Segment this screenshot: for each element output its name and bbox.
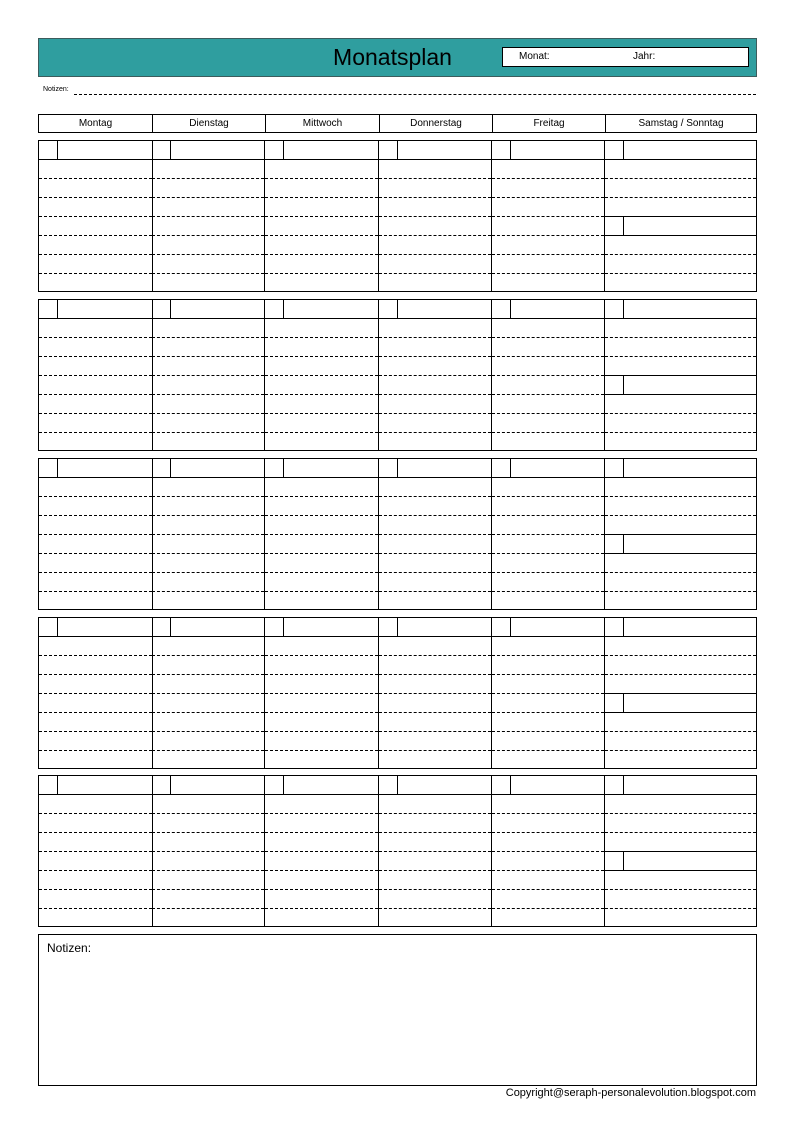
entry-line[interactable]: [605, 197, 756, 198]
entry-line[interactable]: [492, 851, 604, 852]
day-header-line: [39, 636, 152, 637]
day-cell-weekend[interactable]: [605, 141, 756, 291]
date-box[interactable]: [492, 618, 511, 637]
entry-line[interactable]: [152, 273, 264, 274]
entry-line[interactable]: [265, 693, 378, 694]
entry-line[interactable]: [605, 515, 756, 516]
weekday-header-row: [38, 114, 757, 133]
day-cell-monday[interactable]: [39, 141, 153, 291]
entry-line[interactable]: [492, 254, 604, 255]
day-cell-thursday[interactable]: [379, 776, 492, 926]
date-box[interactable]: [379, 618, 398, 637]
entry-line[interactable]: [152, 870, 264, 871]
entry-line[interactable]: [605, 375, 756, 376]
entry-line[interactable]: [152, 394, 264, 395]
entry-line[interactable]: [379, 851, 491, 852]
entry-line[interactable]: [379, 712, 491, 713]
date-box[interactable]: [379, 141, 398, 160]
entry-line[interactable]: [265, 254, 378, 255]
day-header-line: [39, 318, 152, 319]
entry-line[interactable]: [39, 693, 152, 694]
day-cell-tuesday[interactable]: [152, 618, 265, 768]
entry-line[interactable]: [152, 337, 264, 338]
entry-line[interactable]: [265, 731, 378, 732]
entry-line[interactable]: [492, 178, 604, 179]
entry-line[interactable]: [152, 655, 264, 656]
entry-line[interactable]: [492, 712, 604, 713]
sunday-date-box[interactable]: [605, 534, 624, 554]
entry-line[interactable]: [379, 254, 491, 255]
day-header-line: [379, 318, 491, 319]
entry-line[interactable]: [379, 889, 491, 890]
entry-line[interactable]: [265, 197, 378, 198]
date-box[interactable]: [379, 459, 398, 478]
entry-line[interactable]: [379, 356, 491, 357]
entry-line[interactable]: [492, 832, 604, 833]
entry-line[interactable]: [492, 693, 604, 694]
entry-line[interactable]: [39, 731, 152, 732]
entry-line[interactable]: [379, 908, 491, 909]
entry-line[interactable]: [605, 216, 756, 217]
entry-line[interactable]: [265, 750, 378, 751]
sunday-date-box[interactable]: [605, 216, 624, 236]
day-cell-monday[interactable]: [39, 776, 153, 926]
weekday-friday: Freitag: [493, 115, 606, 132]
day-header-line: [152, 794, 264, 795]
entry-line[interactable]: [605, 750, 756, 751]
entry-line[interactable]: [39, 813, 152, 814]
sunday-date-box[interactable]: [605, 693, 624, 713]
entry-line[interactable]: [605, 813, 756, 814]
entry-line[interactable]: [152, 413, 264, 414]
weekday-monday: Montag: [39, 115, 153, 132]
day-cell-tuesday[interactable]: [152, 776, 265, 926]
day-header-line: [492, 636, 604, 637]
copyright-text: Copyright@seraph-personalevolution.blogspot.com: [505, 1087, 756, 1099]
day-header-line: [152, 477, 264, 478]
entry-line[interactable]: [492, 553, 604, 554]
entry-line[interactable]: [39, 889, 152, 890]
entry-line[interactable]: [39, 394, 152, 395]
date-box[interactable]: [379, 776, 398, 795]
date-box[interactable]: [39, 459, 58, 478]
date-box[interactable]: [265, 618, 284, 637]
header-banner: [38, 38, 757, 77]
day-header-line: [492, 159, 604, 160]
entry-line[interactable]: [492, 655, 604, 656]
entry-line[interactable]: [152, 553, 264, 554]
entry-line[interactable]: [492, 356, 604, 357]
entry-line[interactable]: [265, 496, 378, 497]
date-box[interactable]: [39, 618, 58, 637]
day-cell-tuesday[interactable]: [152, 300, 265, 450]
entry-line[interactable]: [152, 356, 264, 357]
entry-line[interactable]: [39, 356, 152, 357]
day-header-line: [265, 159, 378, 160]
entry-line[interactable]: [152, 432, 264, 433]
day-cell-weekend[interactable]: [605, 776, 756, 926]
entry-line[interactable]: [39, 851, 152, 852]
date-box[interactable]: [152, 776, 171, 795]
entry-line[interactable]: [265, 851, 378, 852]
date-box[interactable]: [39, 300, 58, 319]
entry-line[interactable]: [492, 432, 604, 433]
entry-line[interactable]: [379, 750, 491, 751]
entry-line[interactable]: [379, 496, 491, 497]
day-cell-weekend[interactable]: [605, 618, 756, 768]
entry-line[interactable]: [152, 674, 264, 675]
entry-line[interactable]: [605, 254, 756, 255]
week-block: [38, 299, 757, 451]
date-box[interactable]: [152, 141, 171, 160]
day-header-line: [492, 794, 604, 795]
entry-line[interactable]: [39, 591, 152, 592]
day-header-line: [605, 318, 756, 319]
day-header-line: [379, 159, 491, 160]
day-header-line: [605, 477, 756, 478]
entry-line[interactable]: [152, 375, 264, 376]
day-cell-wednesday[interactable]: [265, 776, 379, 926]
entry-line[interactable]: [492, 413, 604, 414]
entry-line[interactable]: [605, 674, 756, 675]
entry-line[interactable]: [152, 197, 264, 198]
entry-line[interactable]: [492, 394, 604, 395]
entry-line[interactable]: [152, 693, 264, 694]
sunday-date-box[interactable]: [605, 375, 624, 395]
entry-line[interactable]: [265, 674, 378, 675]
entry-line[interactable]: [605, 712, 756, 713]
entry-line[interactable]: [152, 216, 264, 217]
day-header-line: [265, 794, 378, 795]
day-cell-monday[interactable]: [39, 618, 153, 768]
entry-line[interactable]: [605, 870, 756, 871]
entry-line[interactable]: [265, 337, 378, 338]
month-label: Monat:: [519, 51, 550, 62]
week-block: [38, 458, 757, 610]
day-cell-friday[interactable]: [492, 141, 605, 291]
date-box[interactable]: [605, 141, 624, 160]
entry-line[interactable]: [265, 572, 378, 573]
entry-line[interactable]: [492, 515, 604, 516]
entry-line[interactable]: [605, 235, 756, 236]
entry-line[interactable]: [379, 870, 491, 871]
day-header-line: [605, 159, 756, 160]
entry-line[interactable]: [152, 254, 264, 255]
entry-line[interactable]: [39, 273, 152, 274]
entry-line[interactable]: [39, 515, 152, 516]
entry-line[interactable]: [152, 813, 264, 814]
day-header-line: [379, 477, 491, 478]
weekday-thursday: Donnerstag: [380, 115, 493, 132]
day-header-line: [379, 636, 491, 637]
entry-line[interactable]: [265, 813, 378, 814]
entry-line[interactable]: [265, 216, 378, 217]
entry-line[interactable]: [605, 413, 756, 414]
entry-line[interactable]: [265, 235, 378, 236]
date-box[interactable]: [492, 300, 511, 319]
entry-line[interactable]: [492, 889, 604, 890]
day-cell-weekend[interactable]: [605, 300, 756, 450]
entry-line[interactable]: [605, 337, 756, 338]
date-box[interactable]: [265, 776, 284, 795]
entry-line[interactable]: [492, 750, 604, 751]
entry-line[interactable]: [265, 832, 378, 833]
entry-line[interactable]: [152, 712, 264, 713]
day-header-line: [605, 636, 756, 637]
entry-line[interactable]: [265, 908, 378, 909]
entry-line[interactable]: [39, 413, 152, 414]
entry-line[interactable]: [605, 432, 756, 433]
day-cell-thursday[interactable]: [379, 141, 492, 291]
day-cell-thursday[interactable]: [379, 300, 492, 450]
day-cell-friday[interactable]: [492, 300, 605, 450]
entry-line[interactable]: [379, 394, 491, 395]
entry-line[interactable]: [265, 394, 378, 395]
date-box[interactable]: [265, 141, 284, 160]
entry-line[interactable]: [605, 655, 756, 656]
entry-line[interactable]: [265, 889, 378, 890]
day-cell-tuesday[interactable]: [152, 459, 265, 609]
entry-line[interactable]: [379, 432, 491, 433]
entry-line[interactable]: [492, 870, 604, 871]
entry-line[interactable]: [605, 356, 756, 357]
entry-line[interactable]: [379, 515, 491, 516]
entry-line[interactable]: [379, 832, 491, 833]
date-box[interactable]: [605, 300, 624, 319]
entry-line[interactable]: [152, 178, 264, 179]
entry-line[interactable]: [39, 235, 152, 236]
entry-line[interactable]: [379, 178, 491, 179]
weekday-wednesday: Mittwoch: [266, 115, 380, 132]
entry-line[interactable]: [605, 496, 756, 497]
week-block: [38, 140, 757, 292]
entry-line[interactable]: [379, 693, 491, 694]
date-box[interactable]: [39, 776, 58, 795]
entry-line[interactable]: [39, 553, 152, 554]
entry-line[interactable]: [265, 553, 378, 554]
entry-line[interactable]: [605, 534, 756, 535]
entry-line[interactable]: [265, 655, 378, 656]
day-cell-thursday[interactable]: [379, 618, 492, 768]
entry-line[interactable]: [152, 832, 264, 833]
entry-line[interactable]: [265, 375, 378, 376]
page-title: Monatsplan: [333, 44, 452, 70]
entry-line[interactable]: [492, 216, 604, 217]
date-box[interactable]: [379, 300, 398, 319]
entry-line[interactable]: [39, 197, 152, 198]
entry-line[interactable]: [39, 572, 152, 573]
entry-line[interactable]: [39, 216, 152, 217]
entry-line[interactable]: [152, 750, 264, 751]
entry-line[interactable]: [605, 394, 756, 395]
day-header-line: [605, 794, 756, 795]
entry-line[interactable]: [39, 832, 152, 833]
entry-line[interactable]: [492, 496, 604, 497]
entry-line[interactable]: [39, 496, 152, 497]
entry-line[interactable]: [605, 693, 756, 694]
entry-line[interactable]: [492, 197, 604, 198]
entry-line[interactable]: [265, 178, 378, 179]
day-cell-monday[interactable]: [39, 300, 153, 450]
entry-line[interactable]: [265, 712, 378, 713]
day-cell-monday[interactable]: [39, 459, 153, 609]
entry-line[interactable]: [379, 375, 491, 376]
day-header-line: [492, 477, 604, 478]
entry-line[interactable]: [605, 553, 756, 554]
notes-line-label: Notizen:: [43, 86, 69, 93]
entry-line[interactable]: [39, 534, 152, 535]
entry-line[interactable]: [152, 496, 264, 497]
entry-line[interactable]: [265, 413, 378, 414]
entry-line[interactable]: [39, 908, 152, 909]
entry-line[interactable]: [265, 515, 378, 516]
notes-line[interactable]: [74, 94, 756, 95]
entry-line[interactable]: [379, 216, 491, 217]
day-cell-friday[interactable]: [492, 459, 605, 609]
entry-line[interactable]: [492, 813, 604, 814]
day-cell-wednesday[interactable]: [265, 618, 379, 768]
entry-line[interactable]: [152, 731, 264, 732]
day-header-line: [152, 636, 264, 637]
date-box[interactable]: [152, 300, 171, 319]
sunday-date-box[interactable]: [605, 851, 624, 871]
entry-line[interactable]: [379, 413, 491, 414]
entry-line[interactable]: [492, 375, 604, 376]
entry-line[interactable]: [605, 832, 756, 833]
day-cell-wednesday[interactable]: [265, 300, 379, 450]
date-box[interactable]: [492, 141, 511, 160]
day-cell-tuesday[interactable]: [152, 141, 265, 291]
entry-line[interactable]: [379, 197, 491, 198]
entry-line[interactable]: [492, 337, 604, 338]
month-year-box[interactable]: [502, 47, 749, 67]
day-cell-thursday[interactable]: [379, 459, 492, 609]
year-label: Jahr:: [633, 51, 656, 62]
entry-line[interactable]: [265, 273, 378, 274]
day-cell-wednesday[interactable]: [265, 141, 379, 291]
entry-line[interactable]: [265, 356, 378, 357]
entry-line[interactable]: [379, 235, 491, 236]
week-block: [38, 617, 757, 769]
weekday-tuesday: Dienstag: [153, 115, 266, 132]
day-header-line: [39, 794, 152, 795]
entry-line[interactable]: [492, 674, 604, 675]
entry-line[interactable]: [605, 889, 756, 890]
day-header-line: [265, 318, 378, 319]
date-box[interactable]: [265, 300, 284, 319]
day-cell-wednesday[interactable]: [265, 459, 379, 609]
date-box[interactable]: [605, 776, 624, 795]
entry-line[interactable]: [379, 273, 491, 274]
entry-line[interactable]: [152, 908, 264, 909]
entry-line[interactable]: [379, 572, 491, 573]
date-box[interactable]: [265, 459, 284, 478]
entry-line[interactable]: [492, 908, 604, 909]
entry-line[interactable]: [379, 534, 491, 535]
entry-line[interactable]: [492, 572, 604, 573]
entry-line[interactable]: [379, 674, 491, 675]
entry-line[interactable]: [605, 731, 756, 732]
entry-line[interactable]: [379, 813, 491, 814]
entry-line[interactable]: [492, 273, 604, 274]
entry-line[interactable]: [605, 178, 756, 179]
entry-line[interactable]: [492, 591, 604, 592]
entry-line[interactable]: [265, 591, 378, 592]
day-header-line: [379, 794, 491, 795]
entry-line[interactable]: [379, 337, 491, 338]
weekday-weekend: Samstag / Sonntag: [638, 118, 724, 129]
notes-box-label: Notizen:: [47, 941, 92, 955]
date-box[interactable]: [152, 459, 171, 478]
entry-line[interactable]: [152, 235, 264, 236]
date-box[interactable]: [152, 618, 171, 637]
entry-line[interactable]: [492, 235, 604, 236]
day-header-line: [152, 318, 264, 319]
entry-line[interactable]: [605, 572, 756, 573]
day-header-line: [39, 477, 152, 478]
entry-line[interactable]: [152, 515, 264, 516]
entry-line[interactable]: [39, 712, 152, 713]
date-box[interactable]: [605, 618, 624, 637]
date-box[interactable]: [492, 459, 511, 478]
day-header-line: [265, 477, 378, 478]
entry-line[interactable]: [39, 870, 152, 871]
entry-line[interactable]: [605, 908, 756, 909]
day-header-line: [492, 318, 604, 319]
entry-line[interactable]: [152, 534, 264, 535]
entry-line[interactable]: [39, 178, 152, 179]
week-block: [38, 775, 757, 927]
entry-line[interactable]: [152, 851, 264, 852]
entry-line[interactable]: [265, 870, 378, 871]
date-box[interactable]: [492, 776, 511, 795]
entry-line[interactable]: [379, 731, 491, 732]
entry-line[interactable]: [39, 337, 152, 338]
day-cell-friday[interactable]: [492, 618, 605, 768]
entry-line[interactable]: [39, 750, 152, 751]
entry-line[interactable]: [39, 432, 152, 433]
day-header-line: [152, 159, 264, 160]
day-header-line: [39, 159, 152, 160]
entry-line[interactable]: [152, 889, 264, 890]
date-box[interactable]: [39, 141, 58, 160]
entry-line[interactable]: [605, 273, 756, 274]
entry-line[interactable]: [39, 655, 152, 656]
entry-line[interactable]: [379, 553, 491, 554]
entry-line[interactable]: [39, 674, 152, 675]
entry-line[interactable]: [39, 254, 152, 255]
entry-line[interactable]: [379, 655, 491, 656]
date-box[interactable]: [605, 459, 624, 478]
entry-line[interactable]: [605, 591, 756, 592]
entry-line[interactable]: [39, 375, 152, 376]
day-cell-weekend[interactable]: [605, 459, 756, 609]
day-header-line: [265, 636, 378, 637]
entry-line[interactable]: [152, 572, 264, 573]
entry-line[interactable]: [152, 591, 264, 592]
entry-line[interactable]: [492, 534, 604, 535]
entry-line[interactable]: [379, 591, 491, 592]
notes-box[interactable]: [38, 934, 757, 1086]
entry-line[interactable]: [492, 731, 604, 732]
entry-line[interactable]: [605, 851, 756, 852]
entry-line[interactable]: [265, 432, 378, 433]
entry-line[interactable]: [265, 534, 378, 535]
day-cell-friday[interactable]: [492, 776, 605, 926]
